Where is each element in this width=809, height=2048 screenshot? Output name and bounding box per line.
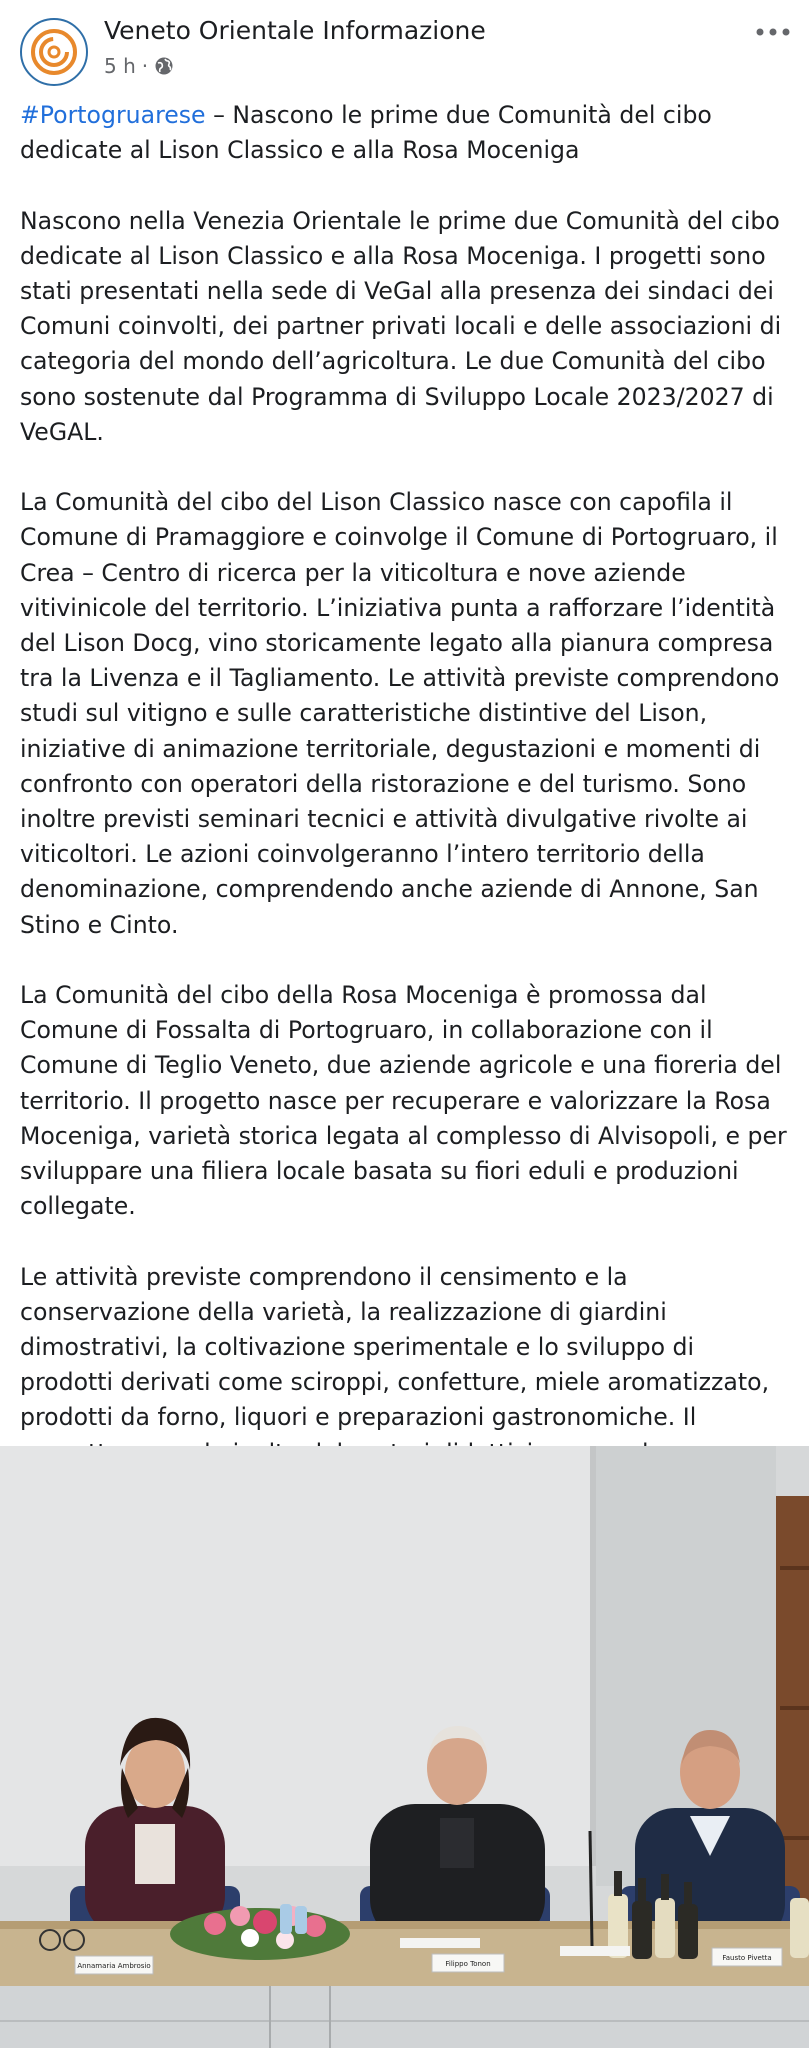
conference-photo	[0, 1446, 809, 2048]
post-photo[interactable]	[0, 1446, 809, 2048]
post-time[interactable]: 5 h	[104, 54, 136, 78]
hashtag-link[interactable]: #Portogruarese	[20, 101, 206, 129]
nameplate	[432, 1954, 504, 1972]
more-horizontal-icon	[755, 27, 791, 37]
page-name[interactable]: Veneto Orientale Informazione	[104, 16, 486, 45]
paragraph-2: La Comunità del cibo del Lison Classico nasce con capofila il Comune di Pramaggiore e coinvolge il Comune di Portogruaro, il Crea – Centro di ricerca per la viticoltura e nove aziende vitivinicole del territorio. L’iniziativa punta a rafforzare l’identità del Lison Docg, vino storicamente legato alla pianura compresa tra la Livenza e il Tagliamento. Le attività previste comprendono studi sul vitigno e sulle caratteristiche distintive del Lison, iniziative di animazione territoriale, degustazioni e momenti di confronto con operatori della ristorazione e del turismo. Sono inoltre previsti seminari tecnici e attività divulgative rivolte ai viticoltori. Le azioni coinvolgeranno l’intero territorio della denominazione, comprendendo anche aziende di Annone, San Stino e Cinto.	[20, 488, 780, 939]
paragraph-1: Nascono nella Venezia Orientale le prime due Comunità del cibo dedicate al Lison Classico e alla Rosa Moceniga. I progetti sono stati presentati nella sede di VeGal alla presenza dei sindaci dei Comuni coinvolti, dei partner privati locali e delle associazioni di categoria del mondo dell’agricoltura. Le due Comunità del cibo sono sostenute dal Programma di Sviluppo Locale 2023/2027 di VeGAL.	[20, 206, 782, 446]
post-text	[20, 98, 792, 1612]
post-headline	[20, 98, 792, 168]
nameplate-text-2: Filippo Tonon	[445, 1960, 491, 1968]
more-options-button[interactable]	[751, 14, 795, 50]
nameplate-text-3: Fausto Pivetta	[722, 1954, 772, 1962]
globe-icon	[154, 56, 174, 76]
nameplate	[712, 1948, 782, 1966]
nameplate	[75, 1956, 153, 1974]
page-avatar[interactable]	[20, 18, 88, 86]
page-logo-icon	[28, 26, 80, 78]
meta-separator: ·	[141, 54, 149, 78]
nameplate-text-1: Annamaria Ambrosio	[77, 1962, 151, 1970]
paragraph-4: Le attività previste comprendono il censimento e la conservazione della varietà, la realizzazione di giardini dimostrativi, la coltivazione sperimentale e lo sviluppo di prodotti derivati come sciroppi, confetture, miele aromatizzato, prodotti da forno, liquori e preparazioni gastronomiche. Il	[20, 1262, 770, 1432]
post-header	[0, 0, 809, 104]
post-meta	[104, 54, 174, 78]
paragraph-3: La Comunità del cibo della Rosa Moceniga è promossa dal Comune di Fossalta di Portogruaro, in collaborazione con il Comune di Teglio Veneto, due aziende agricole e una fioreria del territorio. Il progetto nasce per recuperare e valorizzare la Rosa Moceniga, varietà storica legata al complesso di Alvisopoli, e per sviluppare una filiera locale basata su fiori eduli e produzioni collegate.	[20, 981, 787, 1221]
headline-text: – Nascono le prime due Comunità del cibo dedicate al Lison Classico e alla Rosa Moceniga	[20, 101, 712, 165]
